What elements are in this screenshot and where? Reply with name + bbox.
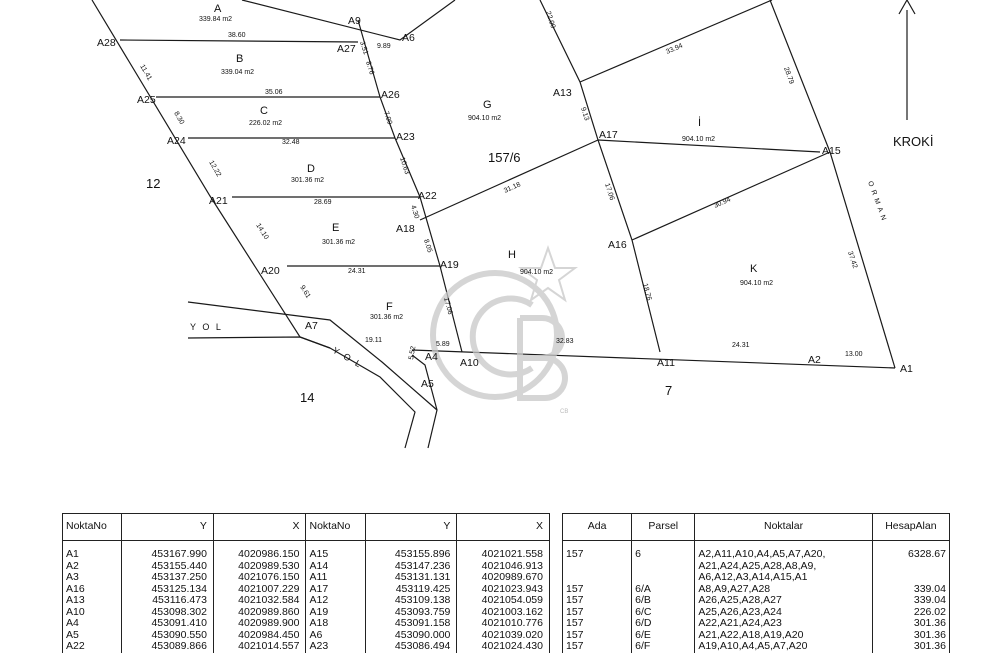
table-cell: 453091.158 (365, 618, 457, 630)
table-cell: 453131.131 (365, 572, 457, 584)
road-label-diagonal: Y O L (331, 345, 365, 371)
table-cell: 339.04 (872, 595, 949, 607)
parcel-area-k: 904.10 m2 (740, 280, 774, 287)
table-cell: 157 (563, 630, 632, 642)
point-a13: A13 (553, 87, 572, 99)
dim-8-76: 8.76 (364, 60, 375, 76)
table-cell: 453137.250 (122, 572, 214, 584)
table-cell: A22,A21,A24,A23 (695, 618, 872, 630)
point-a21: A21 (209, 195, 228, 207)
table-cell: A16 (63, 584, 122, 596)
table-cell: A18 (306, 618, 365, 630)
point-a16: A16 (608, 239, 627, 251)
table-row (563, 595, 950, 607)
road-edge-right (412, 355, 437, 448)
table-cell: 453116.473 (122, 595, 214, 607)
table-row (63, 607, 550, 619)
table-row (563, 618, 950, 630)
parcel-area-h: 904.10 m2 (520, 269, 554, 276)
table-cell: 157 (563, 618, 632, 630)
dim-14-10: 14.10 (254, 222, 270, 241)
table-cell: 301.36 (872, 618, 949, 630)
table-cell: 6/B (632, 595, 695, 607)
table-cell: 453093.759 (365, 607, 457, 619)
dim-19-11: 19.11 (365, 337, 382, 344)
dim-24-31-west: 24.31 (348, 268, 366, 275)
dim-9-13: 9.13 (579, 106, 590, 122)
table-cell: 157 (563, 607, 632, 619)
table-cell: A21,A22,A18,A19,A20 (695, 630, 872, 642)
parcel-area-i: 904.10 m2 (682, 136, 716, 143)
parcel-area-e: 301.36 m2 (322, 239, 356, 246)
table-cell: 4020984.450 (213, 630, 306, 642)
col-header-hesap-alan: HesapAlan (872, 514, 949, 541)
table-cell: 6/C (632, 607, 695, 619)
parcel-name-f: F (386, 301, 393, 313)
table-cell: 157 (563, 541, 632, 584)
table-cell: A3 (63, 572, 122, 584)
dim-32-83: 32.83 (556, 338, 574, 345)
dim-28-69: 28.69 (314, 199, 332, 206)
point-a23: A23 (396, 131, 415, 143)
point-a26: A26 (381, 89, 400, 101)
parcel-name-k: K (750, 263, 758, 275)
dim-32-48: 32.48 (282, 139, 300, 146)
parcel-name-d: D (307, 163, 315, 175)
point-a15: A15 (822, 145, 841, 157)
dim-22-00: 22.00 (544, 10, 557, 30)
line-a13-i (580, 0, 772, 82)
parcel-name-b: B (236, 53, 244, 65)
road-label-horizontal: Y O L (190, 322, 223, 332)
table-cell: 157 (563, 595, 632, 607)
point-a1: A1 (900, 363, 913, 375)
table-cell: A26,A25,A28,A27 (695, 595, 872, 607)
table-cell: 453089.866 (122, 641, 214, 653)
table-cell: 157 (563, 641, 632, 653)
dim-18-76: 18.76 (641, 282, 653, 302)
table-cell: A19,A10,A4,A5,A7,A20 (695, 641, 872, 653)
coordinates-table (62, 513, 550, 653)
parcel-area-f: 301.36 m2 (370, 314, 404, 321)
point-a24: A24 (167, 135, 186, 147)
dim-8-05: 8.05 (422, 238, 433, 254)
parcel-name-g: G (483, 99, 492, 111)
parcel-area-d: 301.36 m2 (291, 177, 325, 184)
table-cell: 453098.302 (122, 607, 214, 619)
table-cell: 339.04 (872, 584, 949, 596)
dim-17-06-sw: 17.06 (442, 296, 454, 316)
table-cell: A23 (306, 641, 365, 653)
col-header-x-2: X (457, 514, 550, 541)
table-cell: A25,A26,A23,A24 (695, 607, 872, 619)
col-header-noktalar: Noktalar (695, 514, 872, 541)
table-cell: A1 (63, 541, 122, 561)
table-cell: 4020989.900 (213, 618, 306, 630)
table-cell: 453119.425 (365, 584, 457, 596)
table-cell: 4021032.584 (213, 595, 306, 607)
table-cell: 453147.236 (365, 561, 457, 573)
line-a28-a27 (120, 40, 358, 42)
col-header-x: X (213, 514, 306, 541)
dim-24-31-east: 24.31 (732, 342, 750, 349)
table-cell: 4021054.059 (457, 595, 550, 607)
table-cell: 4021024.430 (457, 641, 550, 653)
coordinates-header-row (63, 514, 550, 541)
point-a25: A25 (137, 94, 156, 106)
watermark-text: CB (560, 409, 569, 415)
point-a9: A9 (348, 15, 361, 27)
table-cell: 453090.000 (365, 630, 457, 642)
point-a20: A20 (261, 265, 280, 277)
table-cell: 453091.410 (122, 618, 214, 630)
dim-10-63: 10.63 (398, 156, 411, 176)
point-a11: A11 (657, 357, 675, 369)
table-cell: 453086.494 (365, 641, 457, 653)
dim-28-79: 28.79 (782, 66, 795, 86)
parcel-area-c: 226.02 m2 (249, 120, 283, 127)
table-cell: A17 (306, 584, 365, 596)
point-a22: A22 (418, 190, 437, 202)
table-cell: 453109.138 (365, 595, 457, 607)
table-cell: A22 (63, 641, 122, 653)
dim-5-89: 5.89 (436, 341, 450, 348)
table-cell: 4021046.913 (457, 561, 550, 573)
dim-7-09: 7.09 (382, 110, 393, 126)
block-label: 157/6 (488, 150, 521, 165)
parcel-name-a: A (214, 3, 222, 15)
table-row (63, 584, 550, 596)
parcel-area-a: 339.84 m2 (199, 16, 233, 23)
table-cell: A14 (306, 561, 365, 573)
table-cell: A8,A9,A27,A28 (695, 584, 872, 596)
table-cell: 6/F (632, 641, 695, 653)
table-cell: 4020986.150 (213, 541, 306, 561)
point-a2: A2 (808, 354, 821, 366)
table-row (63, 641, 550, 653)
point-a19: A19 (440, 259, 459, 271)
adjacent-parcel-14: 14 (300, 390, 315, 405)
dim-31-18: 31.18 (502, 181, 522, 195)
table-cell: 4021007.229 (213, 584, 306, 596)
table-cell: 4021021.558 (457, 541, 550, 561)
col-header-ada: Ada (563, 514, 632, 541)
dim-8-30: 8.30 (172, 110, 186, 126)
dim-9-61: 9.61 (298, 284, 312, 300)
table-cell: A15 (306, 541, 365, 561)
dim-9-89: 9.89 (377, 43, 391, 50)
point-a6: A6 (402, 32, 415, 44)
table-cell: 4021010.776 (457, 618, 550, 630)
table-cell: 6/E (632, 630, 695, 642)
table-row (63, 541, 550, 561)
table-cell: 226.02 (872, 607, 949, 619)
table-row (63, 595, 550, 607)
table-cell: A13 (63, 595, 122, 607)
table-cell: 453090.550 (122, 630, 214, 642)
point-a27: A27 (337, 43, 356, 55)
table-cell: 453155.896 (365, 541, 457, 561)
parcel-name-c: C (260, 105, 268, 117)
table-cell: 157 (563, 584, 632, 596)
parcels-header-row (563, 514, 950, 541)
table-cell: A10 (63, 607, 122, 619)
table-cell: 4021003.162 (457, 607, 550, 619)
table-cell: 453125.134 (122, 584, 214, 596)
point-a10: A10 (460, 357, 479, 369)
dim-33-94: 33.94 (665, 42, 684, 56)
dim-38-60: 38.60 (228, 32, 246, 39)
col-header-parsel: Parsel (632, 514, 695, 541)
point-a28: A28 (97, 37, 116, 49)
table-cell: 6/D (632, 618, 695, 630)
table-cell: 301.36 (872, 641, 949, 653)
west-boundary-line (92, 0, 330, 348)
table-row (63, 561, 550, 573)
table-cell: A4 (63, 618, 122, 630)
col-header-y-2: Y (365, 514, 457, 541)
col-header-nokta-no: NoktaNo (63, 514, 122, 541)
dim-12-22: 12.22 (207, 159, 223, 179)
col-header-y: Y (122, 514, 214, 541)
table-cell: 453155.440 (122, 561, 214, 573)
table-cell: A5 (63, 630, 122, 642)
parcel-area-g: 904.10 m2 (468, 115, 502, 122)
east-boundary-line (770, 0, 895, 368)
table-cell: 6 (632, 541, 695, 584)
table-cell: 6328.67 (872, 541, 949, 584)
dim-37-42: 37.42 (846, 250, 859, 270)
table-row (63, 630, 550, 642)
parcel-name-h: H (508, 249, 516, 261)
dim-30-94: 30.94 (712, 196, 732, 210)
table-cell: 4020989.530 (213, 561, 306, 573)
table-cell: 4021039.020 (457, 630, 550, 642)
table-cell: 4020989.670 (457, 572, 550, 584)
line-a16-a15 (632, 152, 830, 240)
dim-35-06: 35.06 (265, 89, 283, 96)
dim-13-00: 13.00 (845, 351, 863, 358)
point-a4: A4 (425, 351, 438, 363)
table-cell: A19 (306, 607, 365, 619)
table-cell: A2,A11,A10,A4,A5,A7,A20, A21,A24,A25,A28,A8,A9, A6,A12,A3,A14,A15,A1 (695, 541, 872, 584)
table-cell: A11 (306, 572, 365, 584)
table-cell: A6 (306, 630, 365, 642)
dim-5-52: 5.52 (408, 345, 418, 361)
table-row (63, 572, 550, 584)
point-a17: A17 (599, 129, 618, 141)
table-cell: A12 (306, 595, 365, 607)
parcels-table (562, 513, 950, 653)
dim-3-51: 3.51 (358, 40, 369, 56)
parcel-name-e: E (332, 222, 340, 234)
point-a5: A5 (421, 378, 434, 390)
col-header-nokta-no-2: NoktaNo (306, 514, 365, 541)
table-row (63, 618, 550, 630)
table-row (563, 641, 950, 653)
point-a7: A7 (305, 320, 318, 332)
adjacent-parcel-12: 12 (146, 176, 161, 191)
table-cell: 301.36 (872, 630, 949, 642)
table-cell: 453167.990 (122, 541, 214, 561)
table-cell: A2 (63, 561, 122, 573)
table-row (563, 541, 950, 584)
table-cell: 6/A (632, 584, 695, 596)
dim-17-06-e: 17.06 (603, 182, 616, 202)
point-a18: A18 (396, 223, 415, 235)
table-cell: 4021014.557 (213, 641, 306, 653)
parcel-area-b: 339.04 m2 (221, 69, 255, 76)
adjacent-parcel-7: 7 (665, 383, 673, 398)
dim-11-41: 11.41 (138, 63, 153, 82)
table-cell: 4021023.943 (457, 584, 550, 596)
forest-label: O R M A N (866, 180, 888, 223)
dim-4-30: 4.30 (409, 204, 420, 220)
table-cell: 4020989.860 (213, 607, 306, 619)
table-cell: 4021076.150 (213, 572, 306, 584)
parcel-name-i: İ (698, 117, 702, 129)
north-label: KROKİ (893, 134, 934, 149)
line-a13-a11 (540, 0, 660, 352)
